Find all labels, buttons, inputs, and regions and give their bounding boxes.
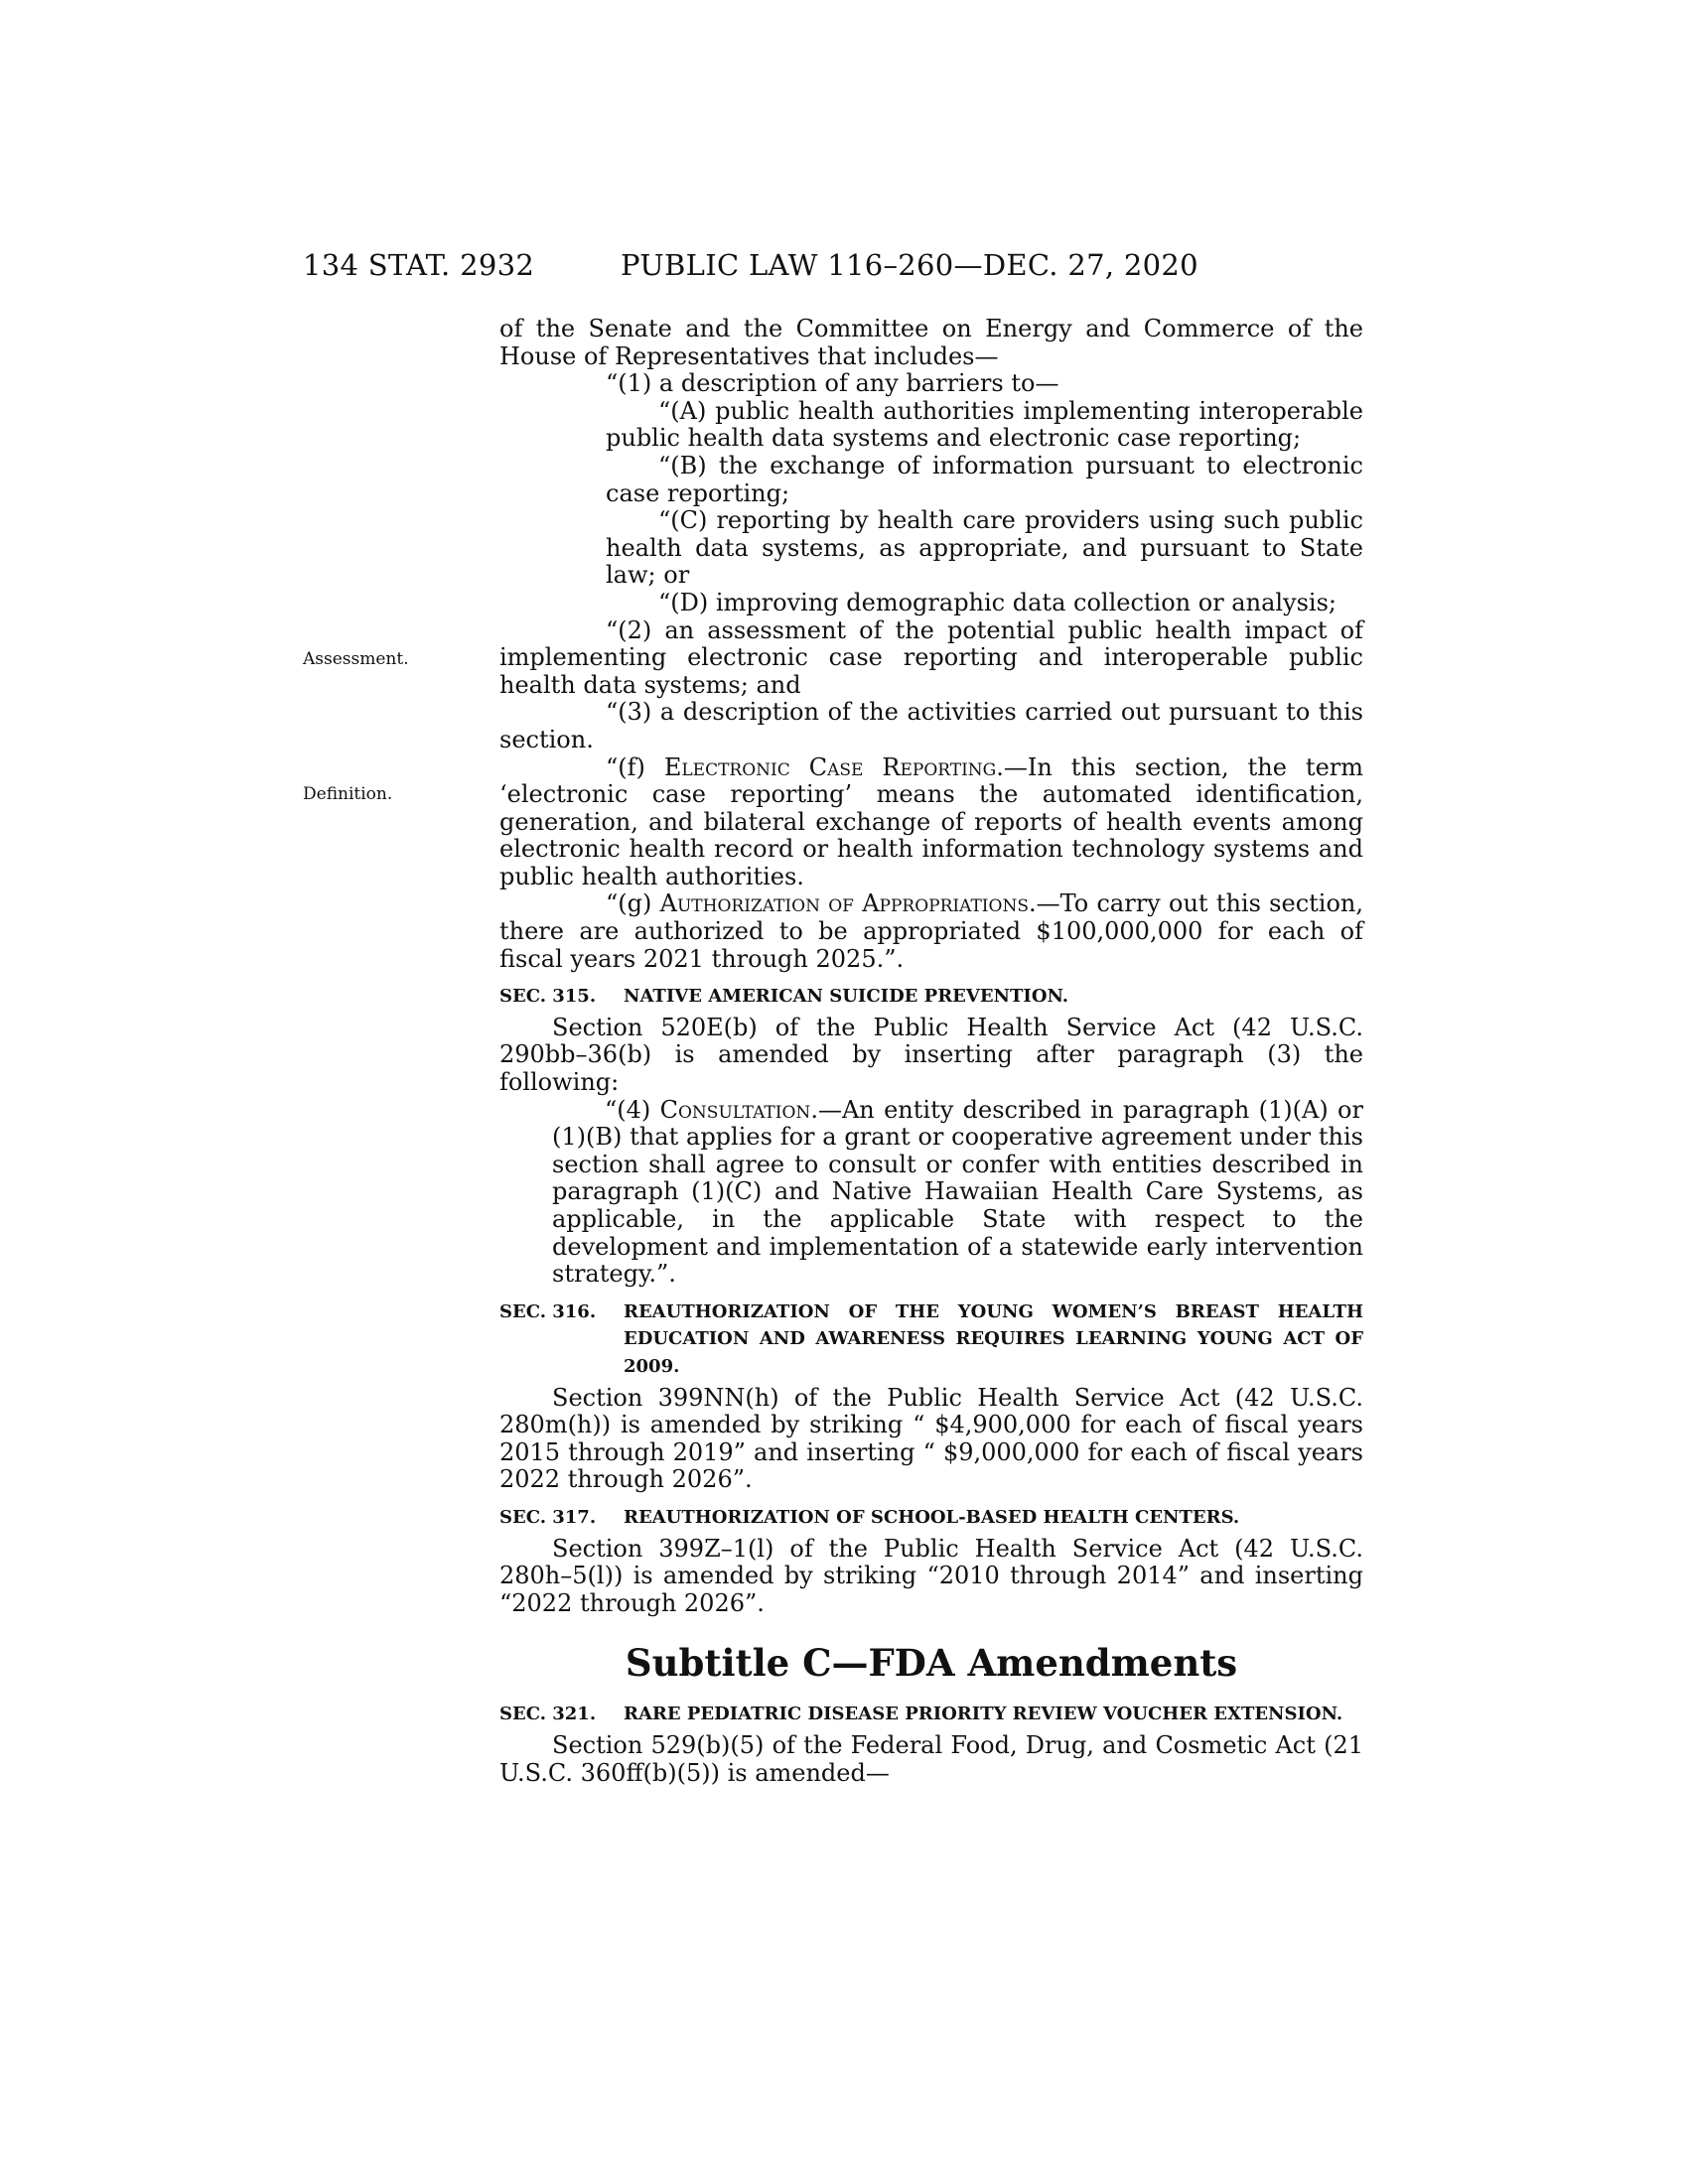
section-317-number: SEC. 317. <box>499 1506 597 1528</box>
subsection-f-text: .—In this section, the term ‘electronic case reporting’ means the automated identification, generation, and bilateral exchange of reports of health events among electronic health record or health information technology systems and public health authorities. <box>499 752 1364 890</box>
paragraph-4-text: .—An entity described in paragraph (1)(A) or (1)(B) that applies for a grant or cooperative agreement under this section shall agree to consult or confer with entities described in paragraph (1)(C) and Native Hawaiian Health Care Systems, as applicable, in the applicable State with respect to the development and implementation of a statewide early intervention strategy.”. <box>552 1095 1363 1289</box>
section-321-number: SEC. 321. <box>499 1704 597 1725</box>
body-text <box>499 316 1363 1787</box>
subtitle-heading: Subtitle C—FDA Amendments <box>625 1641 1238 1686</box>
section-321-text: Section 529(b)(5) of the Federal Food, Drug, and Cosmetic Act (21 U.S.C. 360ff(b)(5)) is amended— <box>499 1730 1363 1787</box>
margin-note-assessment: Assessment. <box>303 649 409 669</box>
paragraph-4-lead: “(4) <box>605 1095 660 1124</box>
subsection-g <box>499 890 1363 973</box>
section-315-heading <box>499 983 1363 1011</box>
running-title: PUBLIC LAW 116–260—DEC. 27, 2020 <box>621 248 1198 282</box>
item-c: “(C) reporting by health care providers using such public health data systems, as appropriate, and pursuant to State law; or <box>606 506 1363 590</box>
paragraph-4-heading: Consultation <box>659 1095 811 1124</box>
item-d: “(D) improving demographic data collection or analysis; <box>658 588 1337 616</box>
section-316-heading <box>499 1298 1363 1381</box>
section-321-heading <box>499 1701 1363 1728</box>
item-3: “(3) a description of the activities carried out pursuant to this section. <box>499 698 1363 753</box>
subsection-g-text: .—To carry out this section, there are authorized to be appropriated $100,000,000 for each of fiscal years 2021 through 2025.”. <box>499 889 1363 973</box>
item-2: “(2) an assessment of the potential public health impact of implementing electronic case reporting and interoperable public health data systems; and <box>499 615 1363 699</box>
stat-page-number: 134 STAT. 2932 <box>303 248 535 282</box>
section-315-title: NATIVE AMERICAN SUICIDE PREVENTION. <box>624 986 1069 1008</box>
subsection-f-lead: “(f) <box>606 752 664 781</box>
margin-note-definition: Definition. <box>303 784 393 804</box>
paragraph-continuation: of the Senate and the Committee on Energy and Commerce of the House of Representatives that includes— <box>499 315 1363 370</box>
subsection-f <box>499 754 1363 891</box>
section-317-heading <box>499 1504 1363 1532</box>
section-315-text: Section 520E(b) of the Public Health Service Act (42 U.S.C. 290bb–36(b) is amended by inserting after paragraph (3) the following: <box>499 1013 1363 1097</box>
section-321-title: RARE PEDIATRIC DISEASE PRIORITY REVIEW VOUCHER EXTENSION. <box>624 1704 1343 1725</box>
page-header <box>303 248 1365 288</box>
section-315-number: SEC. 315. <box>499 986 597 1008</box>
item-a: “(A) public health authorities implementing interoperable public health data systems and electronic case reporting; <box>606 396 1363 453</box>
section-316-text: Section 399NN(h) of the Public Health Service Act (42 U.S.C. 280m(h)) is amended by striking “ $4,900,000 for each of fiscal years 2015 through 2019” and inserting “ $9,000,000 for each of fiscal years 2022 through 2026”. <box>499 1383 1363 1494</box>
section-317-text: Section 399Z–1(l) of the Public Health Service Act (42 U.S.C. 280h–5(l)) is amended by striking “2010 through 2014” and inserting “2022 through 2026”. <box>499 1534 1363 1617</box>
subsection-g-heading: Authorization of Appropriations <box>659 889 1029 918</box>
section-316-title: REAUTHORIZATION OF THE YOUNG WOMEN’S BREAST HEALTH EDUCATION AND AWARENESS REQUIRES LEARNING YOUNG ACT OF 2009. <box>624 1300 1363 1377</box>
subsection-g-lead: “(g) <box>606 889 660 918</box>
item-1-text: “(1) a description of any barriers to— <box>606 369 1059 398</box>
item-1 <box>606 370 1363 398</box>
section-317-title: REAUTHORIZATION OF SCHOOL-BASED HEALTH CENTERS. <box>624 1506 1240 1528</box>
paragraph-4 <box>552 1097 1363 1289</box>
section-316-number: SEC. 316. <box>499 1300 597 1322</box>
subsection-f-heading: Electronic Case Reporting <box>663 752 997 781</box>
item-b: “(B) the exchange of information pursuant to electronic case reporting; <box>606 451 1363 507</box>
